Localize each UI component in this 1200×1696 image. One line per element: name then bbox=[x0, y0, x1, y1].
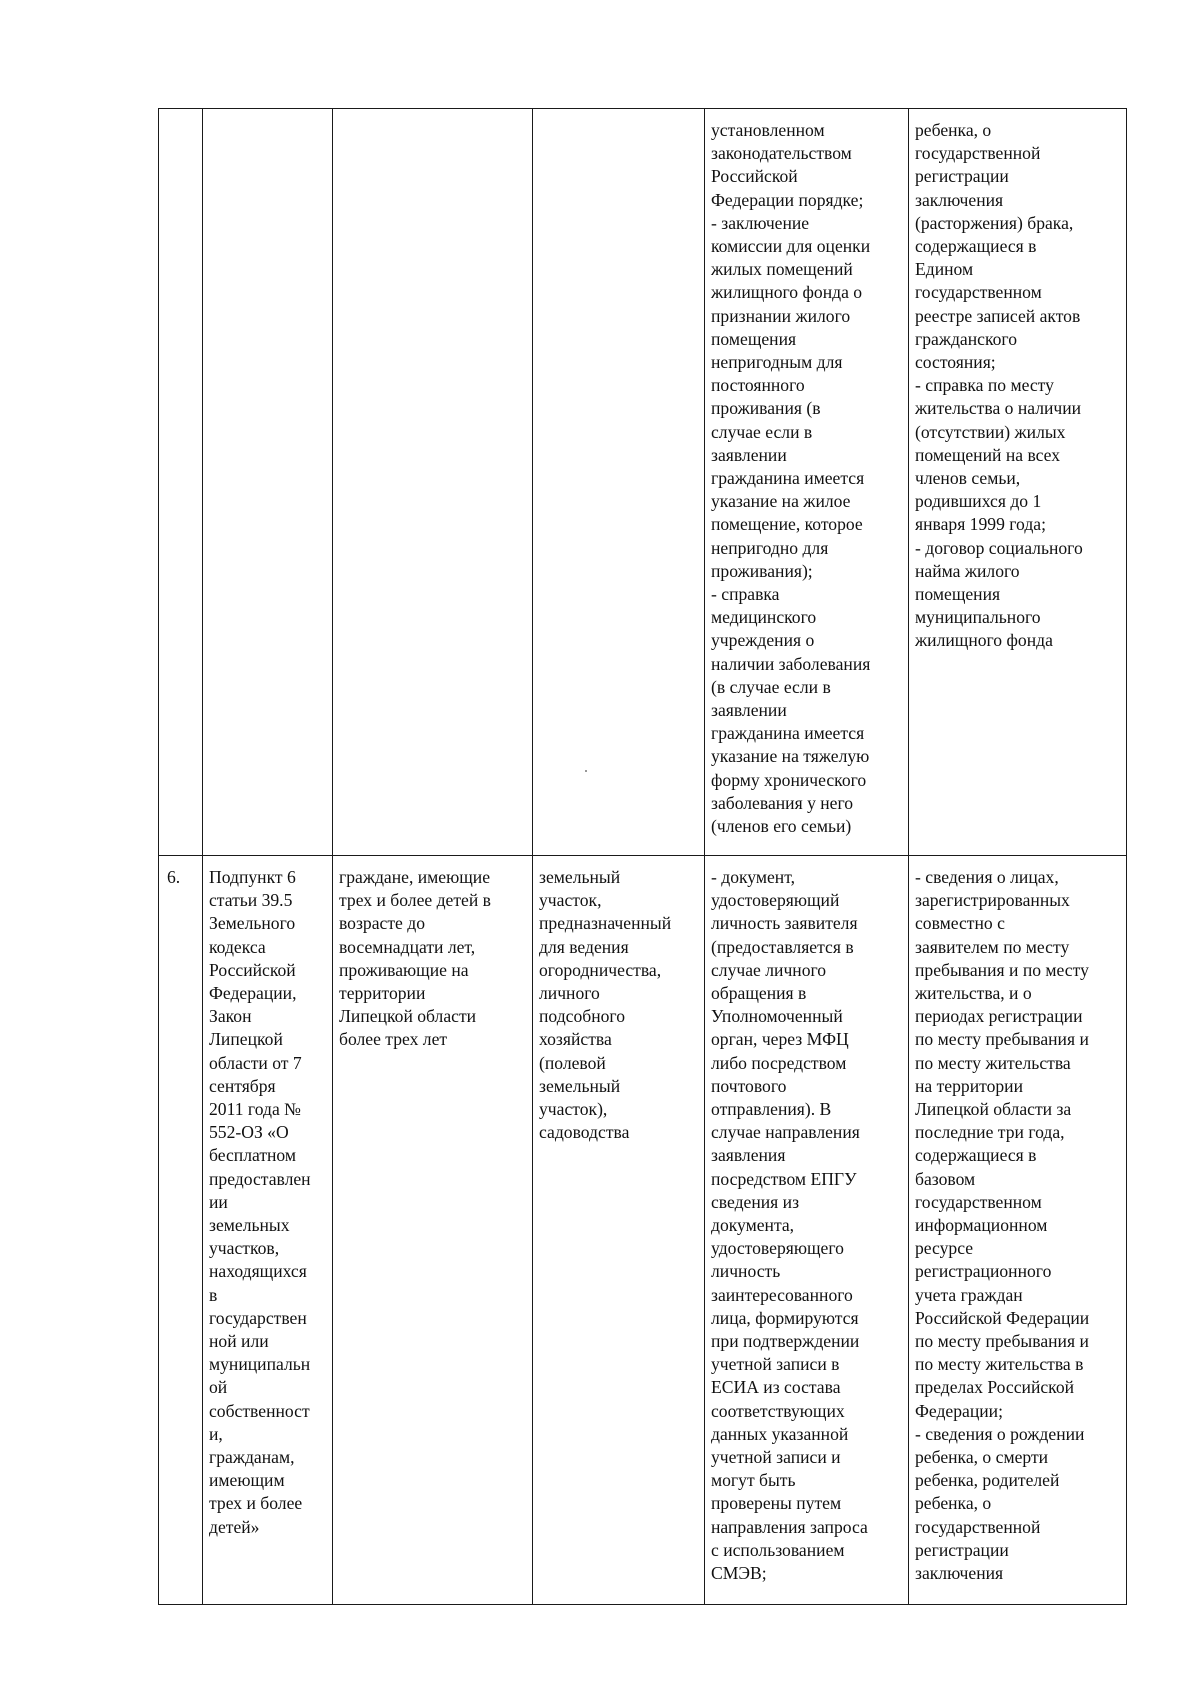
land-plot-purpose-cell bbox=[533, 109, 705, 856]
legal-basis-cell bbox=[203, 109, 333, 856]
legal-basis-cell: Подпункт 6 статьи 39.5 Земельного кодекса Российской Федерации, Закон Липецкой области от 7 сентября 2011 года № 552-ОЗ «О бесплатном предоставлен ии земельных участков, находящихся в государствен ной или муниципальн ой собственност и, гражданам, имеющим трех и более детей» bbox=[203, 856, 333, 1605]
table-row bbox=[159, 109, 1127, 856]
interagency-documents-cell: ребенка, о государственной регистрации заключения (расторжения) брака, содержащиеся в Едином государственном реестре записей актов гражданского состояния; - справка по месту жительства о наличии (отсутствии) жилых помещений на всех членов семьи, родившихся до 1 января 1999 года; - договор социального найма жилого помещения муниципального жилищного фонда bbox=[909, 109, 1127, 856]
interagency-documents-cell: - сведения о лицах, зарегистрированных совместно с заявителем по месту пребывания и по месту жительства, и о периодах регистрации по месту пребывания и по месту жительства на территории Липецкой области за последние три года, содержащиеся в базовом государственном информационном ресурсе регистрационного учета граждан Российской Федерации по месту пребывания и по месту жительства в пределах Российской Федерации; - сведения о рождении ребенка, о смерти ребенка, родителей ребенка, о государственной регистрации заключения bbox=[909, 856, 1127, 1605]
row-number-cell: 6. bbox=[159, 856, 203, 1605]
applicant-documents-cell: - документ, удостоверяющий личность заявителя (предоставляется в случае личного обращения в Уполномоченный орган, через МФЦ либо посредством почтового отправления). В случае направления заявления посредством ЕПГУ сведения из документа, удостоверяющего личность заинтересованного лица, формируются при подтверждении учетной записи в ЕСИА из состава соответствующих данных указанной учетной записи и могут быть проверены путем направления запроса с использованием СМЭВ; bbox=[705, 856, 909, 1605]
land-plot-purpose-cell: земельный участок, предназначенный для ведения огородничества, личного подсобного хозяйства (полевой земельный участок), садоводства bbox=[533, 856, 705, 1605]
applicant-documents-cell: установленном законодательством Российской Федерации порядке; - заключение комиссии для оценки жилых помещений жилищного фонда о признании жилого помещения непригодным для постоянного проживания (в случае если в заявлении гражданина имеется указание на жилое помещение, которое непригодно для проживания); - справка медицинского учреждения о наличии заболевания (в случае если в заявлении гражданина имеется указание на тяжелую форму хронического заболевания у него (членов его семьи) bbox=[705, 109, 909, 856]
table-row bbox=[159, 856, 1127, 1605]
applicant-category-cell bbox=[333, 109, 533, 856]
land-allocation-table bbox=[158, 108, 1127, 1605]
row-number-cell bbox=[159, 109, 203, 856]
scan-speck bbox=[585, 770, 587, 772]
applicant-category-cell: граждане, имеющие трех и более детей в возрасте до восемнадцати лет, проживающие на территории Липецкой области более трех лет bbox=[333, 856, 533, 1605]
